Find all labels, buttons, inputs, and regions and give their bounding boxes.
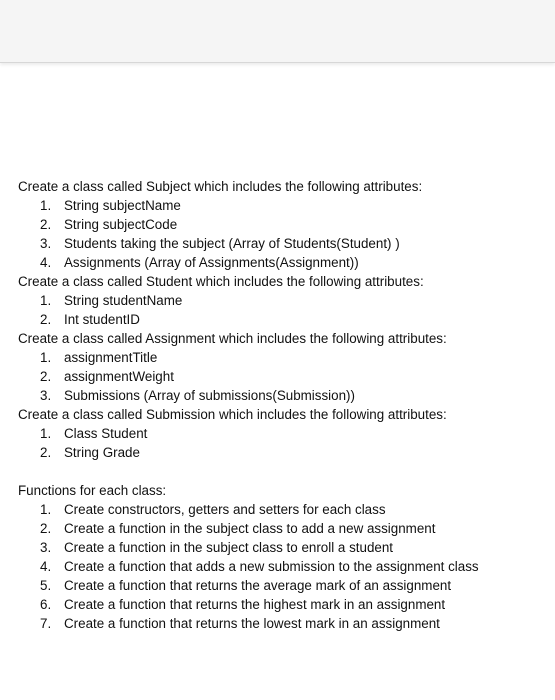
list-number: 3. [40, 388, 52, 403]
list-number: 2. [40, 369, 52, 384]
subject-class-heading: Create a class called Subject which includes the following attributes: [18, 179, 423, 194]
list-number: 3. [40, 540, 52, 555]
paragraph-gap [18, 462, 548, 481]
list-item [18, 614, 548, 633]
list-number: 2. [40, 217, 52, 232]
list-item [18, 253, 548, 272]
list-item [18, 443, 548, 462]
list-item [18, 234, 548, 253]
list-number: 2. [40, 445, 52, 460]
list-number: 7. [40, 616, 52, 631]
document-body [18, 177, 548, 633]
list-text: Submissions (Array of submissions(Submission)) [64, 388, 355, 403]
list-number: 4. [40, 255, 52, 270]
student-class-heading: Create a class called Student which includes the following attributes: [18, 274, 424, 289]
list-text: String Grade [64, 445, 140, 460]
submission-class-heading: Create a class called Submission which includes the following attributes: [18, 407, 447, 422]
list-text: Class Student [64, 426, 148, 441]
list-item [18, 557, 548, 576]
list-text: assignmentWeight [64, 369, 174, 384]
list-text: String subjectName [64, 198, 181, 213]
list-item [18, 538, 548, 557]
list-item [18, 424, 548, 443]
list-number: 1. [40, 350, 52, 365]
list-number: 2. [40, 521, 52, 536]
list-item [18, 595, 548, 614]
list-text: String subjectCode [64, 217, 178, 232]
list-item [18, 196, 548, 215]
list-item [18, 310, 548, 329]
assignment-class-heading: Create a class called Assignment which includes the following attributes: [18, 331, 447, 346]
list-item [18, 576, 548, 595]
list-number: 4. [40, 559, 52, 574]
list-number: 6. [40, 597, 52, 612]
list-number: 1. [40, 502, 52, 517]
list-number: 1. [40, 198, 52, 213]
list-text: Assignments (Array of Assignments(Assignment)) [64, 255, 359, 270]
list-text: Int studentID [64, 312, 140, 327]
list-text: Create a function in the subject class to enroll a student [64, 540, 394, 555]
list-text: Create a function that returns the lowest mark in an assignment [64, 616, 440, 631]
list-item [18, 291, 548, 310]
list-number: 3. [40, 236, 52, 251]
list-text: Create a function that returns the average mark of an assignment [64, 578, 452, 593]
list-item [18, 348, 548, 367]
list-text: Create a function that returns the highest mark in an assignment [64, 597, 446, 612]
list-text: Students taking the subject (Array of Students(Student) ) [64, 236, 400, 251]
list-item [18, 519, 548, 538]
top-toolbar [0, 0, 555, 63]
list-item [18, 500, 548, 519]
list-number: 1. [40, 293, 52, 308]
list-item [18, 215, 548, 234]
list-item [18, 367, 548, 386]
list-number: 1. [40, 426, 52, 441]
list-text: assignmentTitle [64, 350, 158, 365]
list-text: String studentName [64, 293, 183, 308]
list-number: 2. [40, 312, 52, 327]
list-text: Create a function in the subject class to add a new assignment [64, 521, 436, 536]
list-text: Create constructors, getters and setters for each class [64, 502, 386, 517]
list-number: 5. [40, 578, 52, 593]
functions-heading: Functions for each class: [18, 483, 167, 498]
list-item [18, 386, 548, 405]
list-text: Create a function that adds a new submission to the assignment class [64, 559, 479, 574]
